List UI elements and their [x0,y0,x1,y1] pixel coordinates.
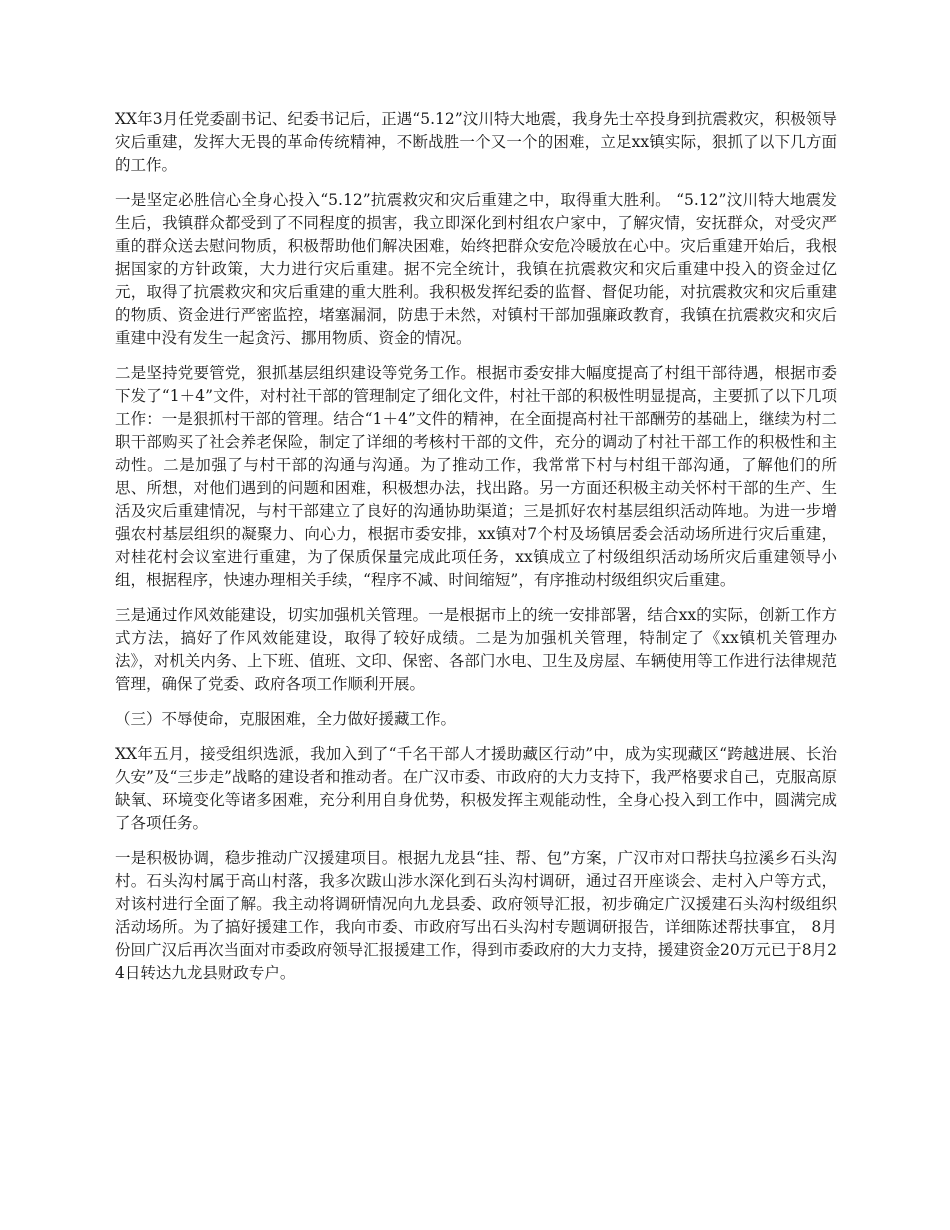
document-body [115,108,837,997]
paragraph-tibet-assignment: XX年五月，接受组织选派，我加入到了“千名干部人才援助藏区行动”中，成为实现藏区“跨越进展、长治久安”及“三步走”战略的建设者和推动者。在广汉市委、市政府的大力支持下，我严格要求自己，克服高原缺氧、环境变化等诸多困难，充分利用自身优势，积极发挥主观能动性，全身心投入到工作中，圆满完成了各项任务。 [115,745,837,832]
paragraph-earthquake-relief: 一是坚定必胜信心全身心投入“5.12”抗震救灾和灾后重建之中，取得重大胜利。 “5.12”汶川特大地震发生后，我镇群众都受到了不同程度的损害，我立即深化到村组农户家中，了解灾情，安抚群众，对受灾严重的群众送去慰问物质，积极帮助他们解决困难，始终把群众安危冷暖放在心中。灾后重建开始后，我根据国家的方针政策，大力进行灾后重建。据不完全统计，我镇在抗震救灾和灾后重建中投入的资金过亿元，取得了抗震救灾和灾后重建的重大胜利。我积极发挥纪委的监督、督促功能，对抗震救灾和灾后重建的物质、资金进行严密监控，堵塞漏洞，防患于未然，对镇村干部加强廉政教育，我镇在抗震救灾和灾后重建中没有发生一起贪污、挪用物质、资金的情况。 [115,191,837,347]
paragraph-agency-management: 三是通过作风效能建设，切实加强机关管理。一是根据市上的统一安排部署，结合xx的实际，创新工作方式方法，搞好了作风效能建设，取得了较好成绩。二是为加强机关管理，特制定了《xx镇机关管理办法》，对机关内务、上下班、值班、文印、保密、各部门水电、卫生及房屋、车辆使用等工作进行法律规范管理，确保了党委、政府各项工作顺利开展。 [115,606,837,693]
paragraph-appointment: XX年3月任党委副书记、纪委书记后，正遇“5.12”汶川特大地震，我身先士卒投身到抗震救灾，积极领导灾后重建，发挥大无畏的革命传统精神，不断战胜一个又一个的困难，立足xx镇实际，狠抓了以下几方面的工作。 [115,110,837,174]
paragraph-aid-projects: 一是积极协调，稳步推动广汉援建项目。根据九龙县“挂、帮、包”方案，广汉市对口帮扶乌拉溪乡石头沟村。石头沟村属于高山村落，我多次跋山涉水深化到石头沟村调研，通过召开座谈会、走村入户等方式，对该村进行全面了解。我主动将调研情况向九龙县委、政府领导汇报，初步确定广汉援建石头沟村级组织活动场所。为了搞好援建工作，我向市委、市政府写出石头沟村专题调研报告，详细陈述帮扶事宜， 8月份回广汉后再次当面对市委政府领导汇报援建工作，得到市委政府的大力支持，援建资金20万元已于8月24日转达九龙县财政专户。 [115,849,837,982]
paragraph-party-affairs: 二是坚持党要管党，狠抓基层组织建设等党务工作。根据市委安排大幅度提高了村组干部待遇，根据市委下发了“1＋4”文件，对村社干部的管理制定了细化文件，村社干部的积极性明显提高，主要抓了以下几项工作：一是狠抓村干部的管理。结合“1＋4”文件的精神，在全面提高村社干部酬劳的基础上，继续为村二职干部购买了社会养老保险，制定了详细的考核村干部的文件，充分的调动了村社干部工作的积极性和主动性。二是加强了与村干部的沟通与沟通。为了推动工作，我常常下村与村组干部沟通，了解他们的所思、所想，对他们遇到的问题和困难，积极想办法，找出路。另一方面还积极主动关怀村干部的生产、生活及灾后重建情况，与村干部建立了良好的沟通协助渠道；三是抓好农村基层组织活动阵地。为进一步增强农村基层组织的凝聚力、向心力，根据市委安排，xx镇对7个村及场镇居委会活动场所进行灾后重建，对桂花村会议室进行重建，为了保质保量完成此项任务，xx镇成立了村级组织活动场所灾后重建领导小组，根据程序，快速办理相关手续，“程序不减、时间缩短”，有序推动村级组织灾后重建。 [115,364,837,589]
section-heading-tibet-aid: （三）不辱使命，克服困难，全力做好援藏工作。 [115,710,457,728]
